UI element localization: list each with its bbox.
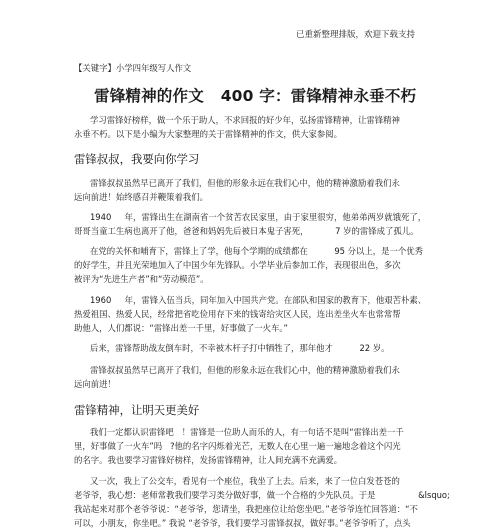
- s2-p2-l4: 可以，小朋友，你坐吧。” 我说 “老爷爷，我们要学习雷锋叔叔，做好事。”老爷爷听了，点头: [74, 518, 411, 528]
- s1-p5-l1: 后来，雷锋帮助战友倒车时，不幸被木杆子打中牺牲了，那年他才 22 岁。: [74, 343, 390, 353]
- s1-p4-l3: 助他人，人们都说：“雷锋出差一千里，好事做了一火车。”: [74, 323, 288, 333]
- s1-p3-l3: 被评为“先进生产者”和“劳动模范”。: [74, 274, 209, 284]
- s2-p1-l3: 的名字。我也要学习雷锋好榜样，发扬雷锋精神，让人间充满不充满爱。: [74, 455, 342, 465]
- s1-p2-l2: 哥哥当童工生病也离开了他，爸爸和妈妈先后被日本鬼子害死， 7 岁的雷锋成了孤儿。: [74, 226, 419, 236]
- s2-p1-l2: 里，好事做了一火车”吗 ?他的名字闪烁着光芒，无数人在心里一遍一遍地念着这个闪光: [74, 441, 401, 451]
- s1-p3-l1: 在党的关怀和哺育下，雷锋上了学，他每个学期的成绩都在 95 分以上，是一个优秀: [74, 246, 424, 256]
- section2-heading: 雷锋精神，让明天更美好: [74, 403, 200, 417]
- download-notice: 已重新整理排版，欢迎下载支持: [295, 30, 415, 40]
- page-title: 雷锋精神的作文 400 字：雷锋精神永垂不朽: [94, 87, 417, 105]
- section1-heading: 雷锋叔叔，我要向你学习: [74, 152, 200, 166]
- s1-p6-l2: 远向前进！: [74, 379, 116, 389]
- s2-p2-l3: 我站起来对那个老爷爷说：“老爷爷，您请坐，我把座位让给您坐吧。”老爷爷连忙回答道：“不: [74, 504, 418, 514]
- s2-p2-l1: 又一次，我上了公交车，看见有一个座位，我坐了上去。后来，来了一位白发苍苍的: [74, 476, 400, 486]
- intro-line-2: 永垂不朽。以下是小编为大家整理的关于雷锋精神的作文，供大家参阅。: [74, 129, 342, 139]
- s1-p1-l1: 雷锋叔叔虽然早已离开了我们，但他的形象永远在我们心中，他的精神激励着我们永: [74, 178, 400, 188]
- s1-p4-l1: 1960 年，雷锋入伍当兵，同年加入中国共产党。在部队和国家的教育下，他艰苦朴素、: [74, 295, 427, 305]
- s2-p2-l2: 老爷爷，我心想：老师常教我们要学习类分做好事，做一个合格的少先队员。于是 &lsquo;: [74, 490, 450, 500]
- s1-p4-l2: 热爱祖国、热爱人民，经常把省吃俭用存下来的钱寄给灾区人民，连出差坐火车也常常帮: [74, 309, 401, 319]
- s1-p6-l1: 雷锋叔叔虽然早已离开了我们，但他的形象永远在我们心中，他的精神激励着我们永: [74, 365, 400, 375]
- s1-p1-l2: 远向前进！始终感召并鞭策着我们。: [74, 192, 208, 202]
- intro-line-1: 学习雷锋好榜样，做一个乐于助人，不求回报的好少年，弘扬雷锋精神，让雷锋精神: [74, 115, 400, 125]
- s1-p2-l1: 1940 年，雷锋出生在湖南省一个贫苦农民家里，由于家里很穷，他弟弟两岁就饿死了，: [74, 212, 427, 222]
- s1-p3-l2: 的好学生，并且光荣地加入了中国少年先锋队。小学毕业后参加工作，表现很出色，多次: [74, 260, 401, 270]
- keyword-line: 【关键字】小学四年级写人作文: [74, 63, 192, 73]
- s2-p1-l1: 我们一定都认识雷锋吧 ！雷锋是一位助人而乐的人，有一句话不是叫“雷锋出差一千: [74, 427, 404, 437]
